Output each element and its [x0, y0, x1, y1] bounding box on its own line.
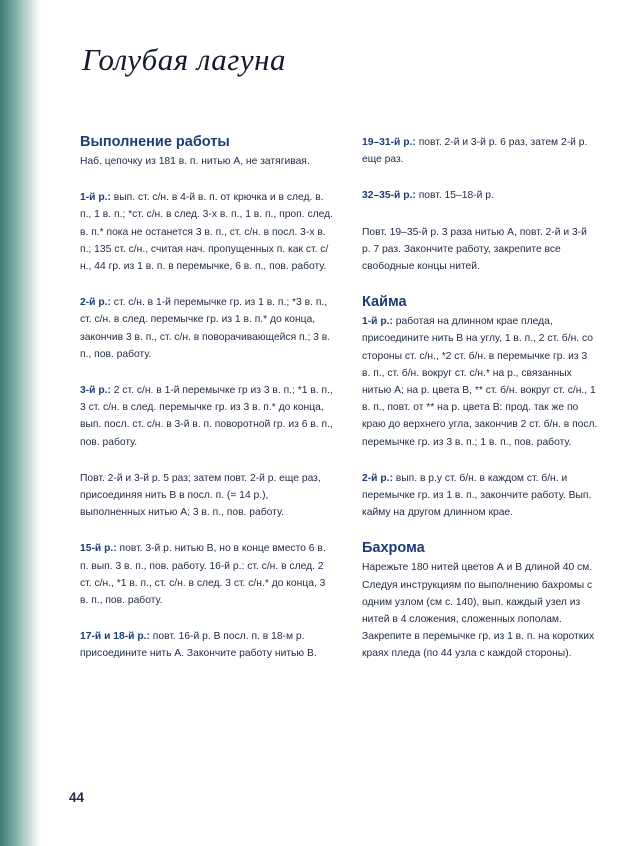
instruction-paragraph: [362, 187, 598, 204]
row-label: 2-й р.:: [362, 472, 393, 484]
row-text: повт. 2-й и 3-й р. 6 раз, затем 2-й р. еще раз.: [362, 137, 588, 166]
row-text: повт. 3-й р. нитью В, но в конце вместо 6 в. п. вып. 3 в. п., пов. работу. 16-й р.: ст. с/н. в след. 2 ст. с/н., *1 в. п., ст. с/н. в след. 3 ст. с/н.* до конца, 3 в. п., пов. работу.: [80, 543, 326, 607]
row-text: Повт. 2-й и 3-й р. 5 раз; затем повт. 2-й р. еще раз, присоединяя нить В в посл. п. (= 14 р.), выполненных нитью А; 3 в. п., пов. работу.: [80, 472, 321, 519]
intro-paragraph: Наб. цепочку из 181 в. п. нитью А, не затягивая.: [80, 156, 310, 167]
instruction-paragraph: [362, 313, 598, 451]
instruction-paragraph: [80, 628, 335, 662]
row-label: 19–31-й р.:: [362, 137, 416, 148]
section-heading-border: Кайма: [362, 294, 407, 311]
instruction-paragraph: [362, 224, 598, 276]
row-label: 1-й р.:: [362, 316, 393, 328]
row-text: ст. с/н. в 1-й перемычке гр. из 1 в. п.; *3 в. п., ст. с/н. в след. перемычке гр. из 1 в. п.* до конца, закончив 3 в. п., ст. с/н. в поворачивающейся п.; 3 в. п., пов. работу.: [80, 297, 331, 360]
row-text: вып. в р.у ст. б/н. в каждом ст. б/н. и перемычке гр. из 1 в. п., закончите работу. Вып. кайму на другом длинном крае.: [362, 472, 592, 519]
row-text: повт. 16-й р. В посл. п. в 18-м р. присоедините нить А. Закончите работу нитью В.: [80, 631, 317, 660]
row-text: повт. 15–18-й р.: [415, 190, 494, 202]
page-number: 44: [69, 790, 85, 805]
row-label: 17-й и 18-й р.:: [80, 631, 150, 643]
right-column: [362, 134, 598, 682]
row-label: 2-й р.:: [80, 297, 111, 309]
left-column: [80, 134, 335, 682]
instruction-paragraph: [80, 189, 335, 275]
instruction-paragraph: [362, 134, 598, 168]
row-text: работая на длинном крае пледа, присоедините нить В на углу, 1 в. п., 2 ст. б/н. со стороны ст. с/н., *2 ст. б/н. в перемычке гр. из 3 в. п., ст. б/н. вокруг ст. с/н.* на р., связанных нитью А; на р. цвета В, ** ст. б/н. вокруг ст. с/н., 1 в. п., повт. от ** на р. цвета В: прод. так же по краю до верхнего угла, закончив 2 ст. б/н. в посл. перемычке гр. из 3 в. п.; 1 в. п., пов. работу.: [362, 316, 598, 448]
row-text: 2 ст. с/н. в 1-й перемычке гр из 3 в. п.; *1 в. п., 3 ст. с/н. в след. перемычке гр. из 3 в. п.* до конца, вып. посл. ст. с/н. в 3-й в. п. поворотной гр. из 6 в. п., пов. работу.: [80, 385, 333, 448]
page-title: Голубая лагуна: [82, 42, 287, 77]
instruction-paragraph: [80, 470, 335, 522]
row-label: 32–35-й р.:: [362, 190, 416, 202]
fringe-paragraph: Нарежьте 180 нитей цветов А и В длиной 40 см. Следуя инструкциям по выполнению бахромы с одним узлом (см с. 140), вып. каждый узел из нитей в 4 сложения, сложенных пополам. Закрепите в перемычке гр. из 1 в. п. на коротких краях пледа (по 44 узла с каждой стороны).: [362, 562, 595, 660]
section-heading-fringe: Бахрома: [362, 540, 425, 557]
page-spine-shadow: [0, 0, 40, 846]
row-label: 1-й р.:: [80, 192, 111, 204]
instruction-paragraph: [80, 540, 335, 609]
row-label: 3-й р.:: [80, 385, 111, 397]
instruction-paragraph: [80, 382, 335, 451]
instruction-paragraph: [80, 294, 335, 363]
instruction-paragraph: [362, 470, 598, 522]
row-text: вып. ст. с/н. в 4-й в. п. от крючка и в след. в. п., 1 в. п.; *ст. с/н. в след. 3-х в. п., 1 в. п., проп. след. в. п.* пока не останется 3 в. п., ст. с/н. в посл. 3-х в. п.; 135 ст. с/н., считая нач. пропущенных п. как ст. с/н., 44 гр. из 1 в. п. в перемычке, 6 в. п., пов. работу.: [80, 192, 333, 273]
section-heading-work: Выполнение работы: [80, 134, 230, 150]
row-text: Повт. 19–35-й р. 3 раза нитью А, повт. 2-й и 3-й р. 7 раз. Закончите работу, закрепите все свободные концы нитей.: [362, 226, 587, 273]
row-label: 15-й р.:: [80, 543, 117, 555]
